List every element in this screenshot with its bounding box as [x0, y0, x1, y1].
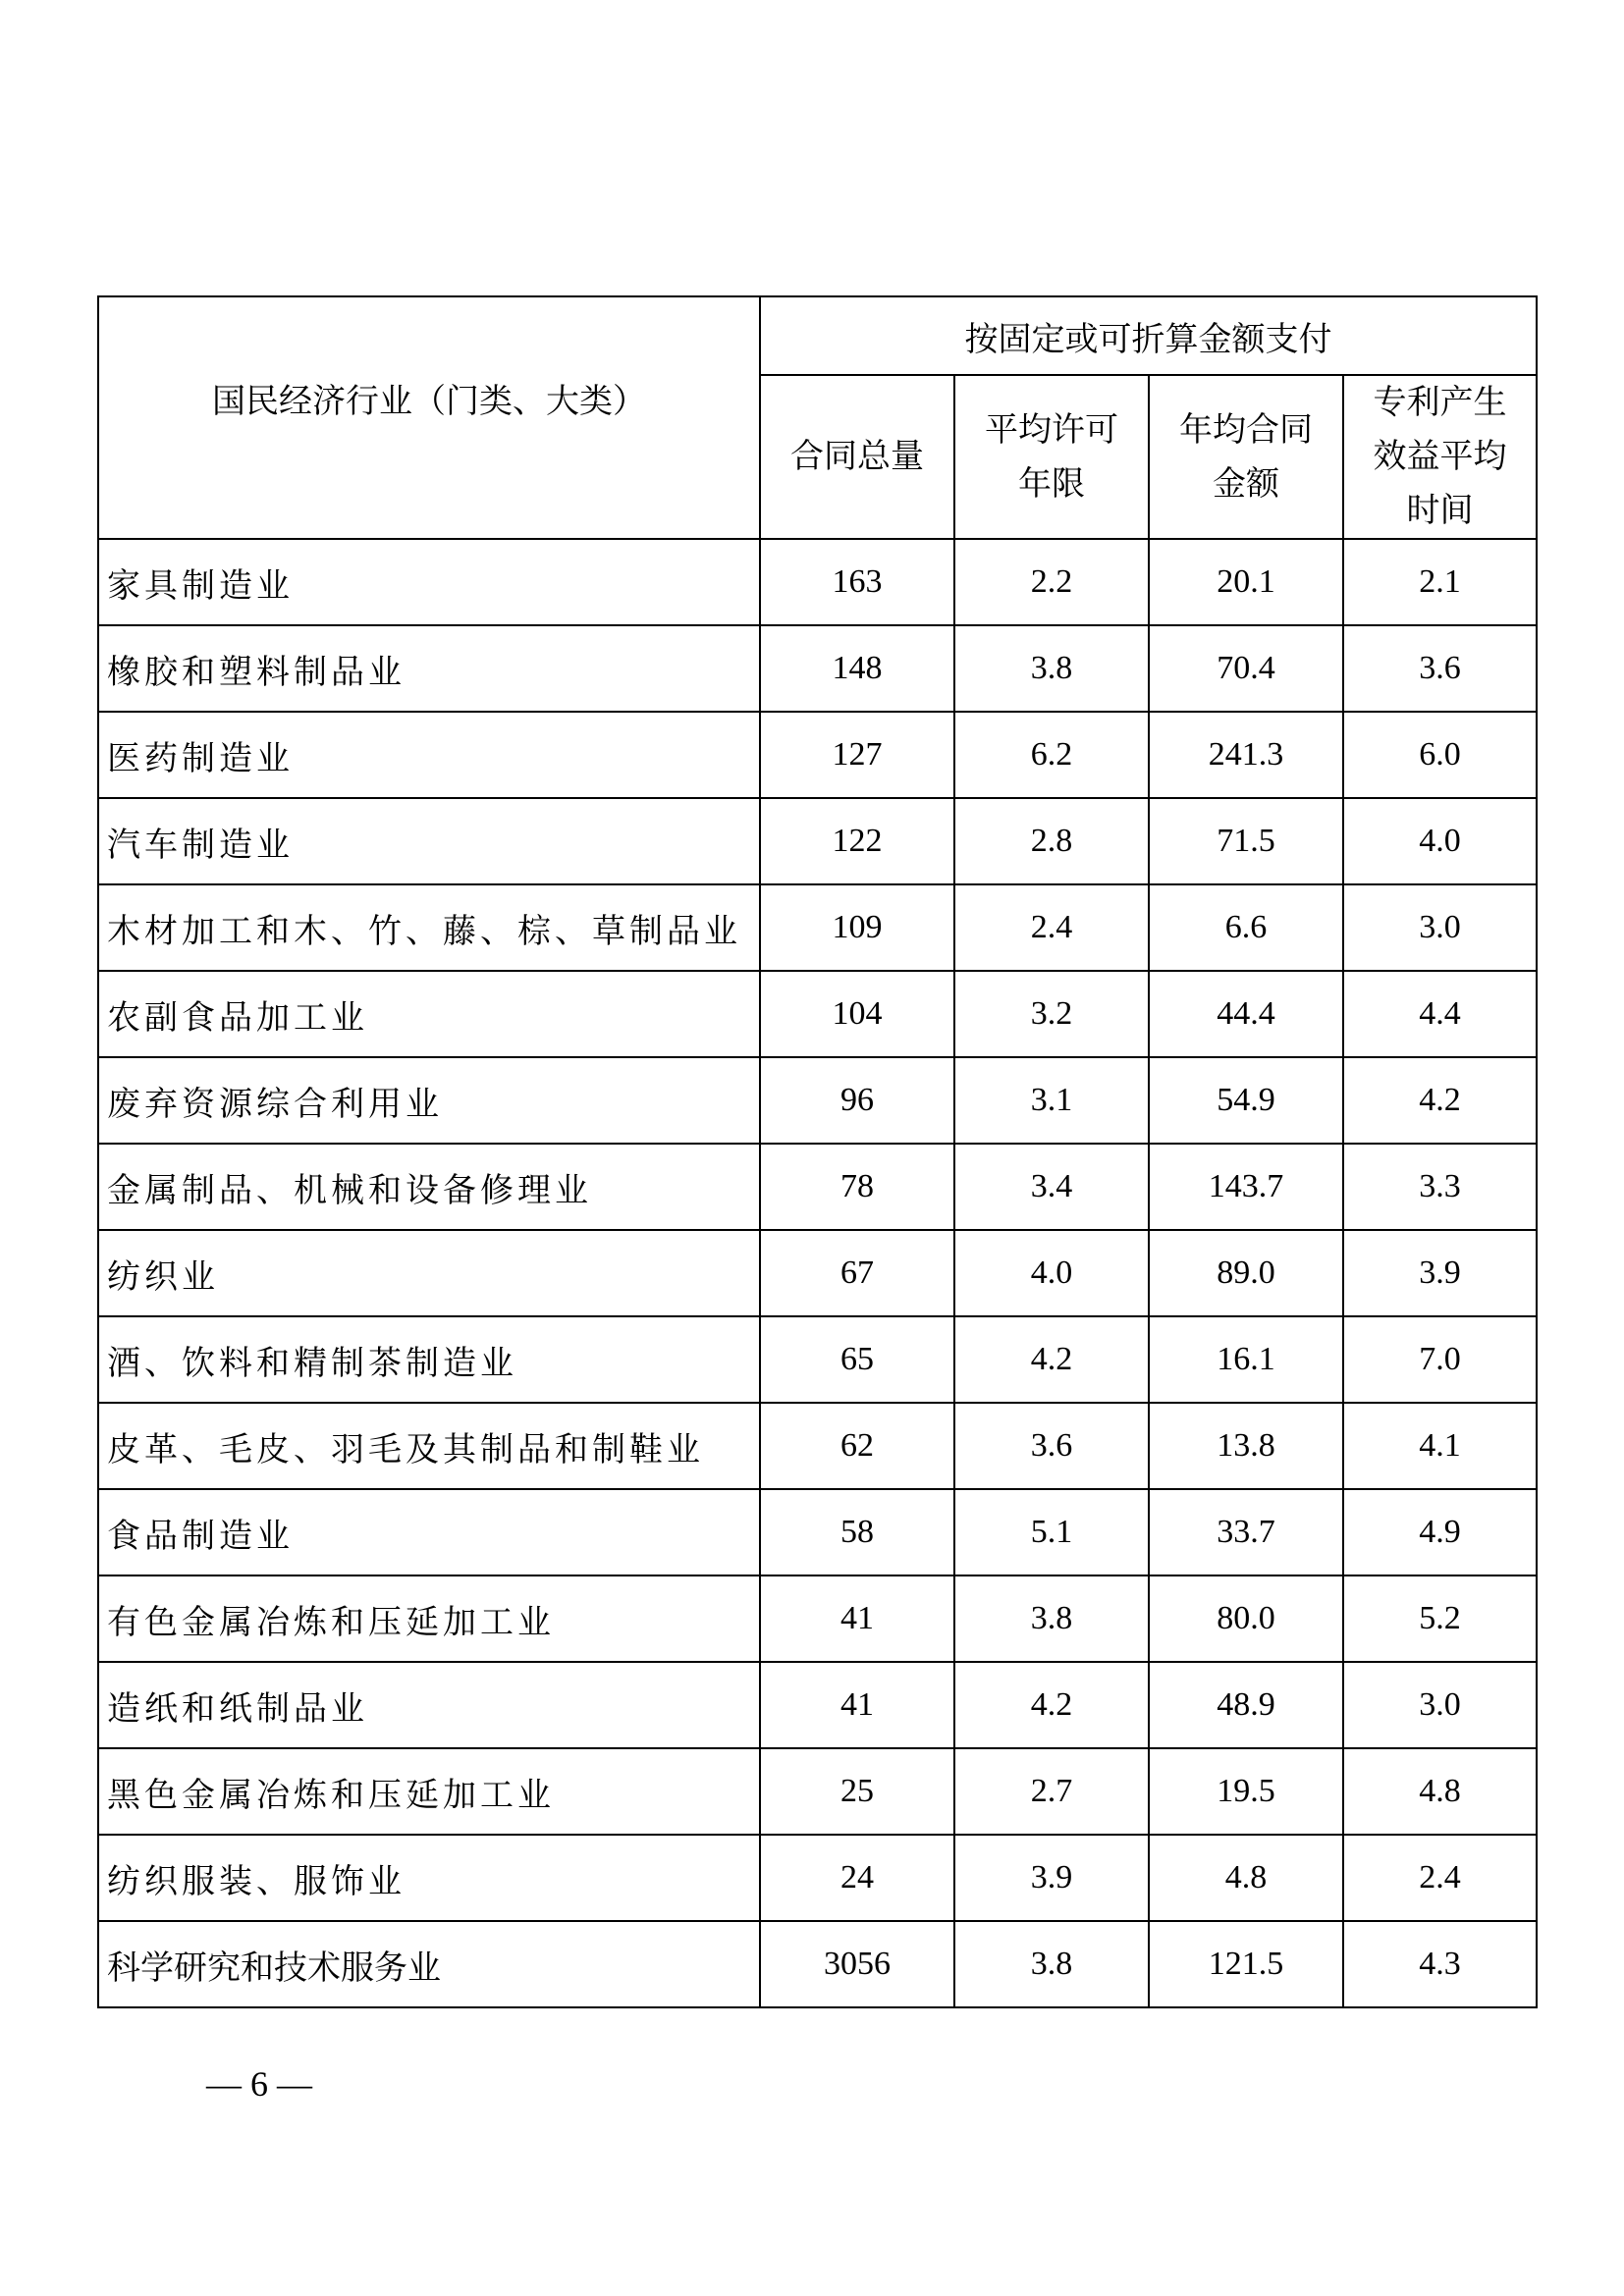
contract-count-cell: 65 — [760, 1316, 954, 1403]
table-row — [98, 971, 1537, 1057]
table-row — [98, 1921, 1537, 2007]
avg-license-years-cell: 5.1 — [954, 1489, 1149, 1575]
industry-name-cell: 家具制造业 — [98, 539, 760, 625]
industry-name-cell: 纺织业 — [98, 1230, 760, 1316]
annual-amount-cell: 13.8 — [1149, 1403, 1343, 1489]
annual-amount-cell: 241.3 — [1149, 712, 1343, 798]
avg-license-years-cell: 3.8 — [954, 1575, 1149, 1662]
contract-count-cell: 41 — [760, 1662, 954, 1748]
benefit-time-cell: 4.3 — [1343, 1921, 1537, 2007]
avg-license-years-cell: 3.4 — [954, 1144, 1149, 1230]
header-annual-contract-amount — [1149, 375, 1343, 539]
benefit-time-cell: 3.3 — [1343, 1144, 1537, 1230]
table-row — [98, 1316, 1537, 1403]
industry-name-cell: 橡胶和塑料制品业 — [98, 625, 760, 712]
table-row — [98, 798, 1537, 884]
contract-count-cell: 3056 — [760, 1921, 954, 2007]
contract-count-cell: 62 — [760, 1403, 954, 1489]
table-row — [98, 1403, 1537, 1489]
industry-name-cell: 木材加工和木、竹、藤、棕、草制品业 — [98, 884, 760, 971]
table-row — [98, 884, 1537, 971]
header-industry: 国民经济行业（门类、大类） — [98, 296, 760, 539]
header-text-line: 年均合同 — [1179, 409, 1313, 450]
table-row — [98, 712, 1537, 798]
annual-amount-cell: 143.7 — [1149, 1144, 1343, 1230]
table-row — [98, 1748, 1537, 1835]
industry-name-cell: 汽车制造业 — [98, 798, 760, 884]
benefit-time-cell: 2.4 — [1343, 1835, 1537, 1921]
contract-count-cell: 148 — [760, 625, 954, 712]
annual-amount-cell: 48.9 — [1149, 1662, 1343, 1748]
benefit-time-cell: 3.0 — [1343, 1662, 1537, 1748]
avg-license-years-cell: 3.8 — [954, 1921, 1149, 2007]
annual-amount-cell: 44.4 — [1149, 971, 1343, 1057]
annual-amount-cell: 121.5 — [1149, 1921, 1343, 2007]
header-patent-benefit-time — [1343, 375, 1537, 539]
industry-name-cell: 废弃资源综合利用业 — [98, 1057, 760, 1144]
avg-license-years-cell: 2.8 — [954, 798, 1149, 884]
annual-amount-cell: 80.0 — [1149, 1575, 1343, 1662]
table-row — [98, 1662, 1537, 1748]
annual-amount-cell: 70.4 — [1149, 625, 1343, 712]
table-row — [98, 1575, 1537, 1662]
table-row — [98, 1057, 1537, 1144]
industry-contract-table — [97, 295, 1538, 2008]
contract-count-cell: 104 — [760, 971, 954, 1057]
industry-name-cell: 有色金属冶炼和压延加工业 — [98, 1575, 760, 1662]
benefit-time-cell: 4.2 — [1343, 1057, 1537, 1144]
industry-name-cell: 医药制造业 — [98, 712, 760, 798]
avg-license-years-cell: 3.8 — [954, 625, 1149, 712]
benefit-time-cell: 4.1 — [1343, 1403, 1537, 1489]
header-text-line: 专利产生 — [1373, 383, 1507, 422]
avg-license-years-cell: 3.6 — [954, 1403, 1149, 1489]
benefit-time-cell: 4.4 — [1343, 971, 1537, 1057]
benefit-time-cell: 3.6 — [1343, 625, 1537, 712]
table-row — [98, 625, 1537, 712]
benefit-time-cell: 6.0 — [1343, 712, 1537, 798]
contract-count-cell: 127 — [760, 712, 954, 798]
avg-license-years-cell: 2.7 — [954, 1748, 1149, 1835]
benefit-time-cell: 3.9 — [1343, 1230, 1537, 1316]
avg-license-years-cell: 3.2 — [954, 971, 1149, 1057]
header-contract-count — [760, 375, 954, 539]
industry-name-cell: 科学研究和技术服务业 — [98, 1921, 760, 2007]
benefit-time-cell: 2.1 — [1343, 539, 1537, 625]
benefit-time-cell: 3.0 — [1343, 884, 1537, 971]
contract-count-cell: 25 — [760, 1748, 954, 1835]
avg-license-years-cell: 4.0 — [954, 1230, 1149, 1316]
industry-name-cell: 纺织服装、服饰业 — [98, 1835, 760, 1921]
contract-count-cell: 41 — [760, 1575, 954, 1662]
industry-name-cell: 黑色金属冶炼和压延加工业 — [98, 1748, 760, 1835]
benefit-time-cell: 4.9 — [1343, 1489, 1537, 1575]
annual-amount-cell: 33.7 — [1149, 1489, 1343, 1575]
annual-amount-cell: 6.6 — [1149, 884, 1343, 971]
table-row — [98, 1230, 1537, 1316]
avg-license-years-cell: 3.1 — [954, 1057, 1149, 1144]
contract-count-cell: 122 — [760, 798, 954, 884]
header-text-line: 时间 — [1406, 491, 1474, 530]
avg-license-years-cell: 4.2 — [954, 1662, 1149, 1748]
table-row — [98, 1144, 1537, 1230]
contract-count-cell: 78 — [760, 1144, 954, 1230]
header-text-line: 效益平均 — [1373, 437, 1507, 476]
avg-license-years-cell: 4.2 — [954, 1316, 1149, 1403]
header-avg-license-years — [954, 375, 1149, 539]
contract-count-cell: 109 — [760, 884, 954, 971]
avg-license-years-cell: 6.2 — [954, 712, 1149, 798]
header-text-line: 年限 — [1018, 463, 1085, 504]
header-text-line: 合同总量 — [790, 437, 924, 476]
annual-amount-cell: 71.5 — [1149, 798, 1343, 884]
avg-license-years-cell: 2.4 — [954, 884, 1149, 971]
annual-amount-cell: 19.5 — [1149, 1748, 1343, 1835]
table-row — [98, 539, 1537, 625]
table-row — [98, 1835, 1537, 1921]
industry-name-cell: 食品制造业 — [98, 1489, 760, 1575]
avg-license-years-cell: 3.9 — [954, 1835, 1149, 1921]
benefit-time-cell: 4.0 — [1343, 798, 1537, 884]
industry-name-cell: 造纸和纸制品业 — [98, 1662, 760, 1748]
contract-count-cell: 24 — [760, 1835, 954, 1921]
benefit-time-cell: 7.0 — [1343, 1316, 1537, 1403]
header-text-line: 平均许可 — [985, 409, 1118, 450]
contract-count-cell: 67 — [760, 1230, 954, 1316]
annual-amount-cell: 4.8 — [1149, 1835, 1343, 1921]
industry-name-cell: 酒、饮料和精制茶制造业 — [98, 1316, 760, 1403]
annual-amount-cell: 89.0 — [1149, 1230, 1343, 1316]
page-number: — 6 — — [206, 2064, 312, 2104]
benefit-time-cell: 5.2 — [1343, 1575, 1537, 1662]
contract-count-cell: 96 — [760, 1057, 954, 1144]
header-payment-group: 按固定或可折算金额支付 — [760, 296, 1537, 375]
benefit-time-cell: 4.8 — [1343, 1748, 1537, 1835]
contract-count-cell: 163 — [760, 539, 954, 625]
annual-amount-cell: 54.9 — [1149, 1057, 1343, 1144]
header-text-line: 金额 — [1213, 463, 1279, 504]
contract-count-cell: 58 — [760, 1489, 954, 1575]
table-row — [98, 1489, 1537, 1575]
industry-name-cell: 皮革、毛皮、羽毛及其制品和制鞋业 — [98, 1403, 760, 1489]
industry-name-cell: 农副食品加工业 — [98, 971, 760, 1057]
annual-amount-cell: 20.1 — [1149, 539, 1343, 625]
annual-amount-cell: 16.1 — [1149, 1316, 1343, 1403]
avg-license-years-cell: 2.2 — [954, 539, 1149, 625]
industry-name-cell: 金属制品、机械和设备修理业 — [98, 1144, 760, 1230]
